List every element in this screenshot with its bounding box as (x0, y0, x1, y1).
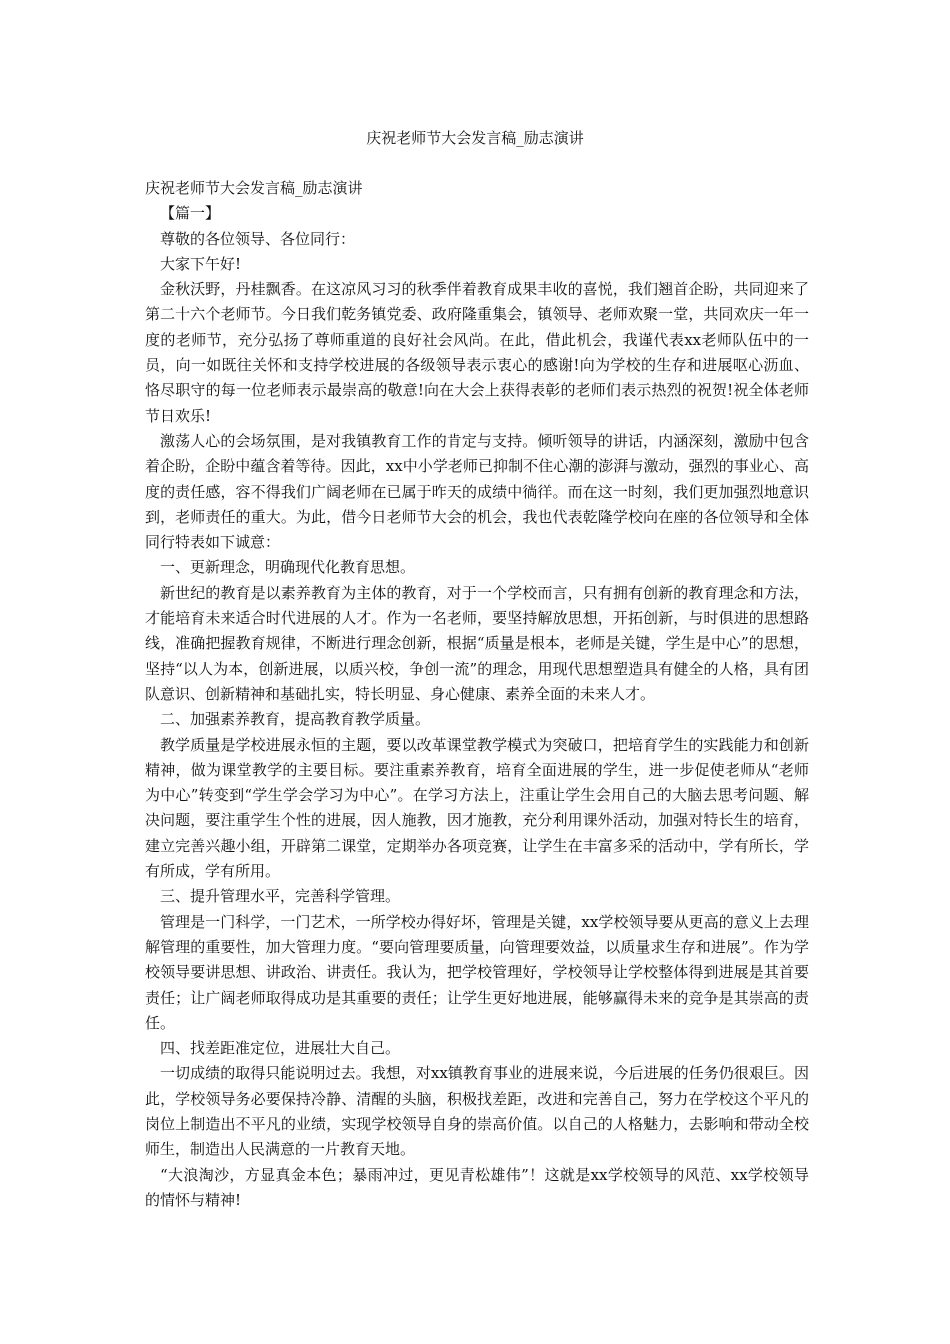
paragraph: 教学质量是学校进展永恒的主题，要以改革课堂教学模式为突破口，把培育学生的实践能力和创新精神，做为课堂教学的主要目标。要注重素养教育，培育全面进展的学生，进一步促使老师从“老师为中心”转变到“学生学会学习为中心”。在学习方法上，注重让学生会用自己的大脑去思考问题、解决问题，要注重学生个性的进展，因人施教，因才施教，充分利用课外活动，加强对特长生的培育，建立完善兴趣小组，开辟第二课堂，定期举办各项竞赛，让学生在丰富多采的活动中，学有所长，学有所成，学有所用。 (145, 735, 809, 881)
section-label: 【篇一】 (160, 204, 221, 223)
paragraph: 一切成绩的取得只能说明过去。我想，对xx镇教育事业的进展来说，今后进展的任务仍很艰巨。因此，学校领导务必要保持冷静、清醒的头脑，积极找差距，改进和完善自己，努力在学校这个平凡的岗位上制造出不平凡的业绩，实现学校领导自身的崇高价值。以自己的人格魅力，去影响和带动全校师生，制造出人民满意的一片教育天地。 (145, 1064, 809, 1159)
greeting: 大家下午好! (160, 254, 242, 273)
closing-paragraph: “大浪淘沙，方显真金本色；暴雨冲过，更见青松雄伟”！这就是xx学校领导的风范、xx学校领导的情怀与精神! (145, 1165, 809, 1209)
section-heading: 二、加强素养教育，提高教育教学质量。 (160, 710, 431, 729)
paragraph: 金秋沃野，丹桂飘香。在这凉风习习的秋季伴着教育成果丰收的喜悦，我们翘首企盼，共同迎来了第二十六个老师节。今日我们乾务镇党委、政府隆重集会，镇领导、老师欢聚一堂，共同欢庆一年一度的老师节，充分弘扬了尊师重道的良好社会风尚。在此，借此机会，我谨代表xx老师队伍中的一员，向一如既往关怀和支持学校进展的各级领导表示衷心的感谢!向为学校的生存和进展呕心沥血、恪尽职守的每一位老师表示最崇高的敬意!向在大会上获得表彰的老师们表示热烈的祝贺!祝全体老师节日欢乐! (145, 280, 809, 425)
document-body (145, 176, 809, 1213)
paragraph: 新世纪的教育是以素养教育为主体的教育，对于一个学校而言，只有拥有创新的教育理念和方法，才能培育未来适合时代进展的人才。作为一名老师，要坚持解放思想，开拓创新，与时俱进的思想路线，准确把握教育规律，不断进行理念创新，根据“质量是根本，老师是关键，学生是中心”的思想，坚持“以人为本，创新进展，以质兴校，争创一流”的理念，用现代思想塑造具有健全的人格，具有团队意识、创新精神和基础扎实，特长明显、身心健康、素养全面的未来人才。 (145, 583, 809, 703)
document-subtitle: 庆祝老师节大会发言稿_励志演讲 (145, 179, 363, 197)
document-title: 庆祝老师节大会发言稿_励志演讲 (366, 129, 584, 147)
section-heading: 三、提升管理水平，完善科学管理。 (160, 887, 401, 906)
paragraph: 管理是一门科学，一门艺术，一所学校办得好坏，管理是关键，xx学校领导要从更高的意义上去理解管理的重要性，加大管理力度。“要向管理要质量，向管理要效益，以质量求生存和进展”。作为学校领导要讲思想、讲政治、讲责任。我认为，把学校管理好，学校领导让学校整体得到进展是其首要责任；让广阔老师取得成功是其重要的责任；让学生更好地进展，能够赢得未来的竞争是其崇高的责任。 (145, 912, 809, 1032)
section-heading: 四、找差距准定位，进展壮大自己。 (160, 1039, 401, 1058)
salutation: 尊敬的各位领导、各位同行： (160, 229, 356, 248)
paragraph: 激荡人心的会场氛围，是对我镇教育工作的肯定与支持。倾听领导的讲话，内涵深刻，激励中包含着企盼，企盼中蕴含着等待。因此，xx中小学老师已抑制不住心潮的澎湃与激动，强烈的事业心、高度的责任感，容不得我们广阔老师在已属于昨天的成绩中徜徉。而在这一时刻，我们更加强烈地意识到，老师责任的重大。为此，借今日老师节大会的机会，我也代表乾隆学校向在座的各位领导和全体同行特表如下诚意： (145, 431, 809, 552)
section-heading: 一、更新理念，明确现代化教育思想。 (160, 558, 416, 577)
